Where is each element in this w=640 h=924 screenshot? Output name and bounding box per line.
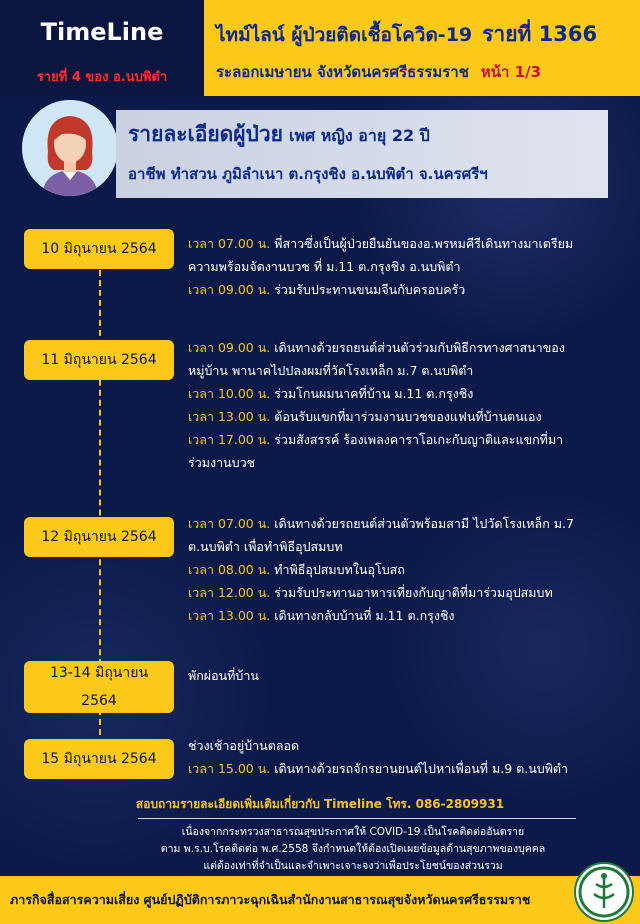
timeline-event-list (188, 232, 628, 301)
patient-heading-line (128, 118, 430, 151)
timeline-event (188, 336, 628, 359)
timeline-event (188, 535, 628, 558)
event-time: เวลา 09.00 น. (188, 340, 271, 355)
event-text: หมู่บ้าน พานาคไปปลงผมที่วัดโรงเหล็ก ม.7 ต.นบพิตำ (188, 363, 474, 378)
event-text: ร่วมรับประทานขนมจีนกับครอบครัว (270, 282, 466, 297)
timeline-event (188, 382, 628, 405)
legal-notice (108, 824, 598, 875)
patient-detail: อาชีพ ทำสวน ภูมิลำเนา ต.กรุงชิง อ.นบพิตำ จ.นครศรีฯ (128, 165, 488, 183)
patient-heading: รายละเอียดผู้ป่วย (128, 122, 283, 146)
event-time: เวลา 08.00 น. (188, 562, 271, 577)
timeline-event (188, 255, 628, 278)
timeline-date-badge: 11 มิถุนายน 2564 (24, 340, 174, 380)
event-text: พักผ่อนที่บ้าน (188, 668, 259, 683)
timeline-event (188, 581, 628, 604)
timeline-event-list (188, 734, 628, 780)
event-text: ร่วมโกนผมนาคที่บ้าน ม.11 ต.กรุงชิง (270, 386, 474, 401)
title-text: ไทม์ไลน์ ผู้ป่วยติดเชื้อโควิด-19 (216, 24, 473, 46)
event-text: ความพร้อมจัดงานบวช ที่ ม.11 ต.กรุงชิง อ.นบพิตำ (188, 259, 461, 274)
timeline-event (188, 734, 628, 757)
event-text: ร่วมงานบวช (188, 455, 256, 470)
timeline-event (188, 428, 628, 451)
event-time: เวลา 15.00 น. (188, 761, 271, 776)
event-text: ทำพิธีอุปสมบทในอุโบสถ (270, 562, 405, 577)
timeline-date-badge: 12 มิถุนายน 2564 (24, 517, 174, 557)
bottom-banner-text: ภารกิจสื่อสารความเสี่ยง ศูนย์ปฏิบัติการภาวะฉุกเฉินสำนักงานสาธารณสุขจังหวัดนครศรีธรรมราช (10, 892, 531, 907)
event-time: เวลา 17.00 น. (188, 432, 271, 447)
event-text: เดินทางกลับบ้านที่ ม.11 ต.กรุงชิง (270, 608, 455, 623)
event-time: เวลา 10.00 น. (188, 386, 271, 401)
event-time: เวลา 13.00 น. (188, 409, 271, 424)
subtitle-text: ระลอกเมษายน จังหวัดนครศรีธรรมราช (216, 63, 469, 81)
footer-divider (138, 818, 576, 819)
contact-line: สอบถามรายละเอียดเพิ่มเติมเกี่ยวกับ Timeline โทร. 086-2809931 (135, 797, 505, 811)
header-banner (204, 0, 640, 96)
event-text: ต้อนรับแขกที่มาร่วมงานบวชของแฟนที่บ้านตนเอง (270, 409, 542, 424)
timeline-event (188, 359, 628, 382)
page-indicator: หน้า 1/3 (480, 63, 542, 81)
notice-line: แต่ต้องเท่าที่จำเป็นและจำเพาะเจาะจงว่าเพื่อประโยชน์ของส่วนรวม (203, 860, 503, 872)
event-time: เวลา 09.00 น. (188, 282, 271, 297)
bottom-banner (0, 876, 640, 924)
timeline-event-list (188, 512, 628, 627)
timeline-logo-block (0, 0, 204, 96)
ministry-of-public-health-logo-icon (574, 862, 634, 922)
timeline-date-badge: 10 มิถุนายน 2564 (24, 229, 174, 269)
timeline-event (188, 604, 628, 627)
notice-line: ตาม พ.ร.บ.โรคติดต่อ พ.ศ.2558 จึงกำหนดให้ต้องเปิดเผยข้อมูลด้านสุขภาพของบุคคล (160, 843, 546, 855)
page-subtitle (216, 60, 541, 84)
event-time: เวลา 07.00 น. (188, 516, 271, 531)
event-time: เวลา 12.00 น. (188, 585, 271, 600)
event-time: เวลา 13.00 น. (188, 608, 271, 623)
timeline-event (188, 451, 628, 474)
timeline-event (188, 558, 628, 581)
event-time: เวลา 07.00 น. (188, 236, 271, 251)
page-title (216, 18, 597, 51)
timeline-logo-title: TimeLine (40, 18, 164, 46)
timeline-event-list (188, 336, 628, 474)
timeline-event-list (188, 664, 628, 687)
event-text: เดินทางด้วยรถจักรยานยนต์ไปหาเพื่อนที่ ม.9 ต.นบพิตำ (270, 761, 569, 776)
event-text: ร่วมสังสรรค์ ร้องเพลงคาราโอเกะกับญาติและแขกที่มา (270, 432, 564, 447)
event-text: เดินทางด้วยรถยนต์ส่วนตัวร่วมกับพิธีกรทางศาสนาของ (270, 340, 565, 355)
timeline-event (188, 512, 628, 535)
patient-info-box (116, 110, 608, 198)
event-text: พี่สาวซึ่งเป็นผู้ป่วยยืนยันของอ.พรหมคีรีเดินทางมาเตรียม (270, 236, 574, 251)
event-text: ร่วมรับประทานอาหารเที่ยงกับญาติที่มาร่วมอุปสมบท (270, 585, 553, 600)
timeline-event (188, 757, 628, 780)
case-number: รายที่ 1366 (482, 22, 598, 46)
patient-sex-age: เพศ หญิง อายุ 22 ปี (289, 126, 430, 145)
case-district-label: รายที่ 4 ของ อ.นบพิตำ (36, 70, 168, 85)
notice-line: เนื่องจากกระทรวงสาธารณสุขประกาศให้ COVID-19 เป็นโรคติดต่ออันตราย (181, 826, 525, 838)
event-text: เดินทางด้วยรถยนต์ส่วนตัวพร้อมสามี ไปวัดโรงเหล็ก ม.7 (270, 516, 574, 531)
event-text: ช่วงเช้าอยู่บ้านตลอด (188, 738, 300, 753)
timeline-event (188, 278, 628, 301)
timeline-date-badge: 15 มิถุนายน 2564 (24, 739, 174, 779)
timeline-date-badge: 13-14 มิถุนายน 2564 (24, 661, 174, 713)
event-text: ต.นบพิตำ เพื่อทำพิธีอุปสมบท (188, 539, 343, 554)
patient-avatar-icon (22, 100, 118, 196)
timeline-event (188, 664, 628, 687)
timeline-event (188, 232, 628, 255)
timeline-event (188, 405, 628, 428)
